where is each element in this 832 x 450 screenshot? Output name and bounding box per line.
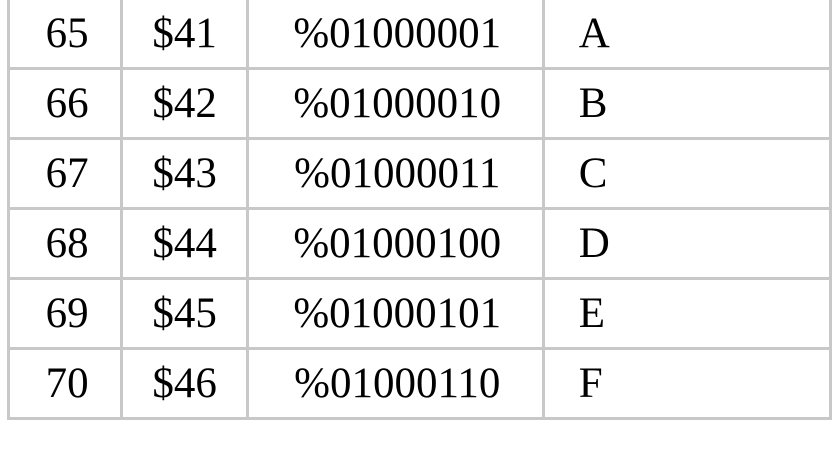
binary-cell: %01000101 [247, 279, 543, 349]
decimal-cell: 68 [9, 209, 122, 279]
binary-cell: %01000100 [247, 209, 543, 279]
character-cell: F [543, 349, 830, 419]
table-row [9, 139, 831, 209]
table-row [9, 279, 831, 349]
hex-cell: $46 [122, 349, 247, 419]
character-cell: D [543, 209, 830, 279]
binary-cell: %01000011 [247, 139, 543, 209]
binary-cell: %01000001 [247, 0, 543, 69]
hex-cell: $43 [122, 139, 247, 209]
decimal-cell: 66 [9, 69, 122, 139]
character-cell: A [543, 0, 830, 69]
decimal-cell: 70 [9, 349, 122, 419]
character-cell: E [543, 279, 830, 349]
hex-cell: $42 [122, 69, 247, 139]
character-cell: C [543, 139, 830, 209]
table-row [9, 69, 831, 139]
binary-cell: %01000110 [247, 349, 543, 419]
ascii-code-table [7, 0, 832, 420]
decimal-cell: 67 [9, 139, 122, 209]
hex-cell: $45 [122, 279, 247, 349]
hex-cell: $44 [122, 209, 247, 279]
hex-cell: $41 [122, 0, 247, 69]
character-cell: B [543, 69, 830, 139]
table-row [9, 0, 831, 69]
decimal-cell: 65 [9, 0, 122, 69]
binary-cell: %01000010 [247, 69, 543, 139]
table-row [9, 209, 831, 279]
table-row [9, 349, 831, 419]
decimal-cell: 69 [9, 279, 122, 349]
